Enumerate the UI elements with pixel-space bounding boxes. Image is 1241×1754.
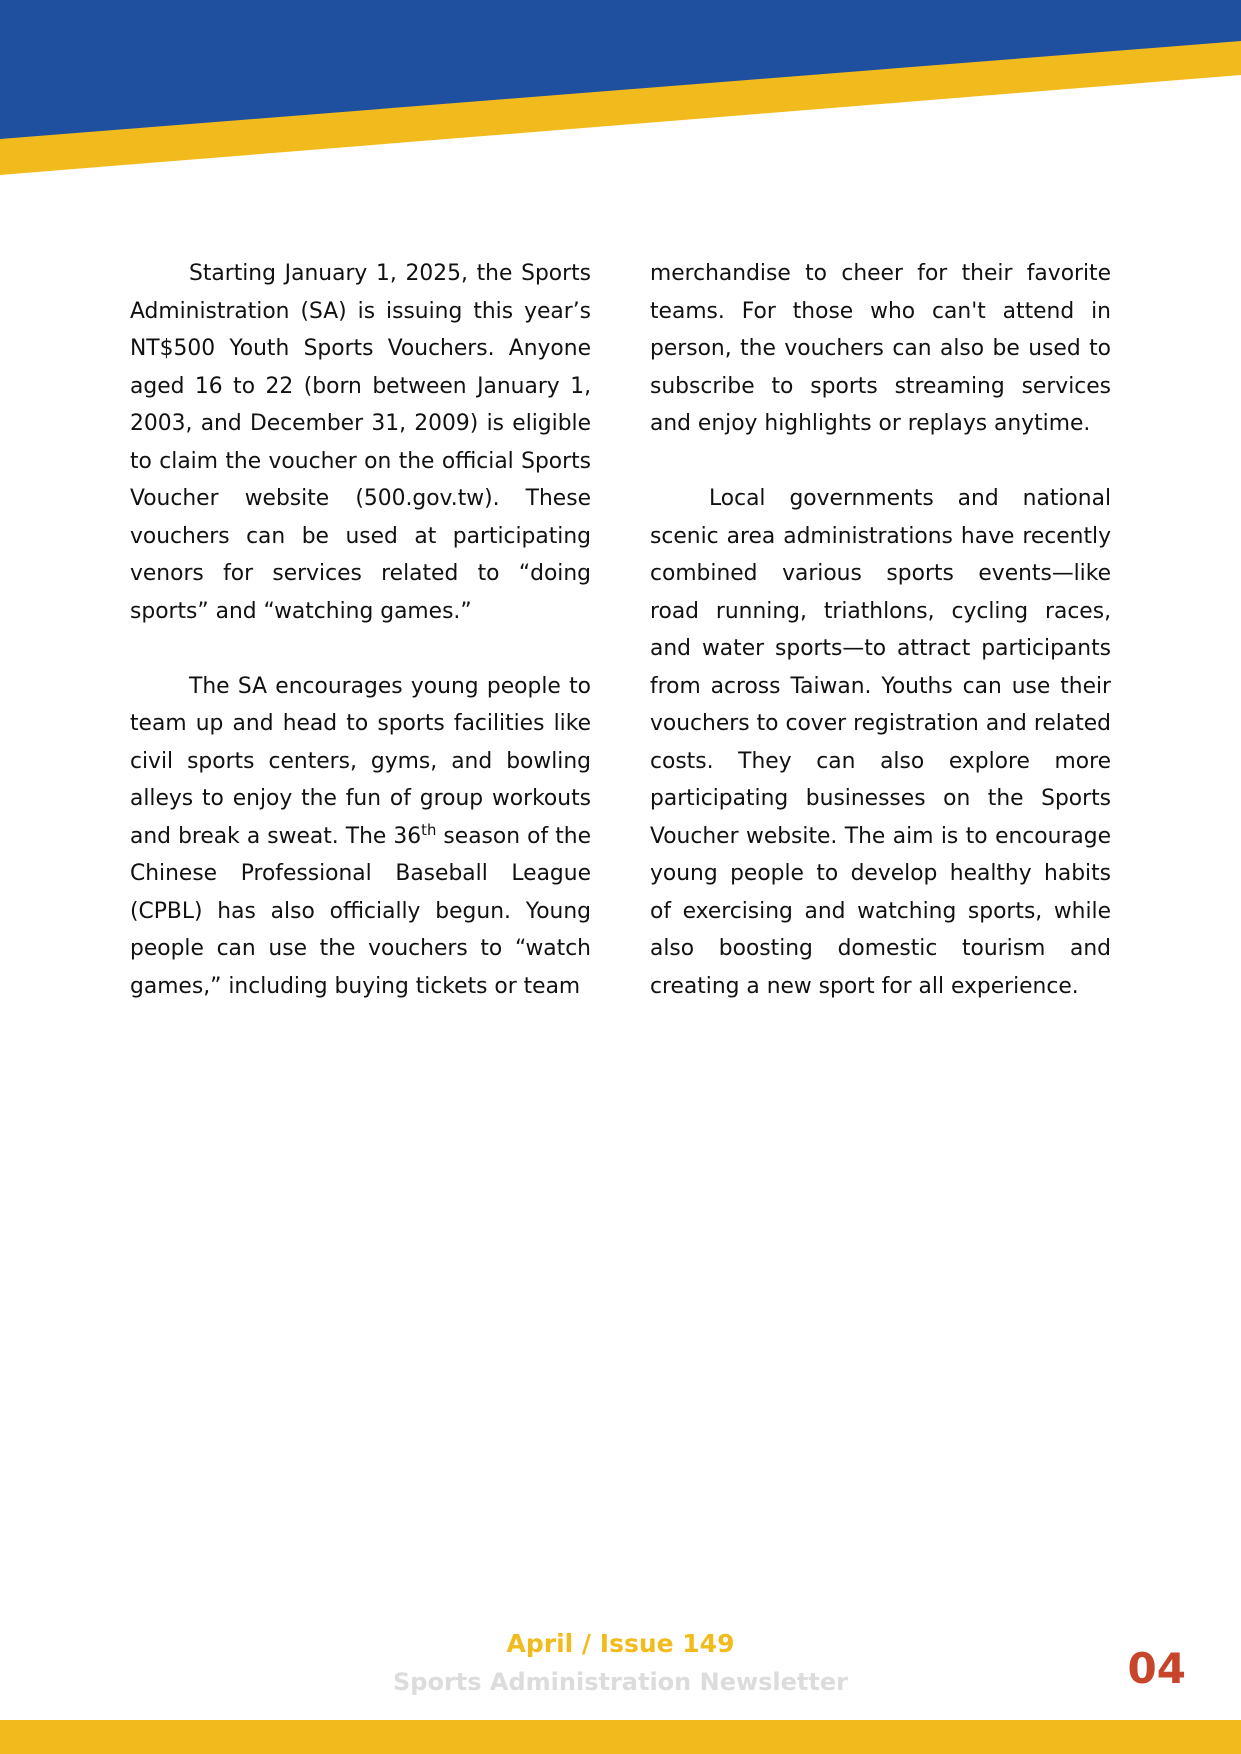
footer-issue-label: April / Issue 149 [506,1629,735,1658]
footer-publication-title: Sports Administration Newsletter [392,1668,848,1696]
ordinal-suffix: th [421,821,437,839]
footer-yellow-bar [0,1720,1241,1754]
article-column-right [650,255,1111,1005]
paragraph-streaming: merchandise to cheer for their favorite teams. For those who can't attend in person, the vouchers can also be used to subscribe to sports streaming services and enjoy highlights or replays anytime. [650,261,1111,436]
paragraph-voucher-intro: Starting January 1, 2025, the Sports Administration (SA) is issuing this year’s NT$500 Youth Sports Vouchers. Anyone aged 16 to 22 (born between January 1, 2003, and December 31, 2009) is eligible to claim the voucher on the official Sports Voucher website (500.gov.tw). These vouchers can be used at participating venors for services related to “doing sports” and “watching games.” [130,261,591,624]
paragraph-cpbl-text: season of the Chinese Professional Baseball League (CPBL) has also officially begun. Young people can use the vouchers to “watch games,” including buying tickets or team [130,823,591,999]
paragraph-local-events: Local governments and national scenic area administrations have recently combined various sports events—like road running, triathlons, cycling races, and water sports—to attract participants from across Taiwan. Youths can use their vouchers to cover registration and related costs. They can also explore more participating businesses on the Sports Voucher website. The aim is to encourage young people to develop healthy habits of exercising and watching sports, while also boosting domestic tourism and creating a new sport for all experience. [650,486,1111,999]
article-body [130,255,1111,1015]
article-column-left [130,255,591,1005]
page-number: 04 [1127,1644,1186,1693]
header-banner [0,0,1241,180]
paragraph-sports-facilities [130,668,591,1006]
paragraph-sports-facilities-text: The SA encourages young people to team up and head to sports facilities like civil sports centers, gyms, and bowling alleys to enjoy the fun of group workouts and break a sweat. The 36 [130,673,591,849]
